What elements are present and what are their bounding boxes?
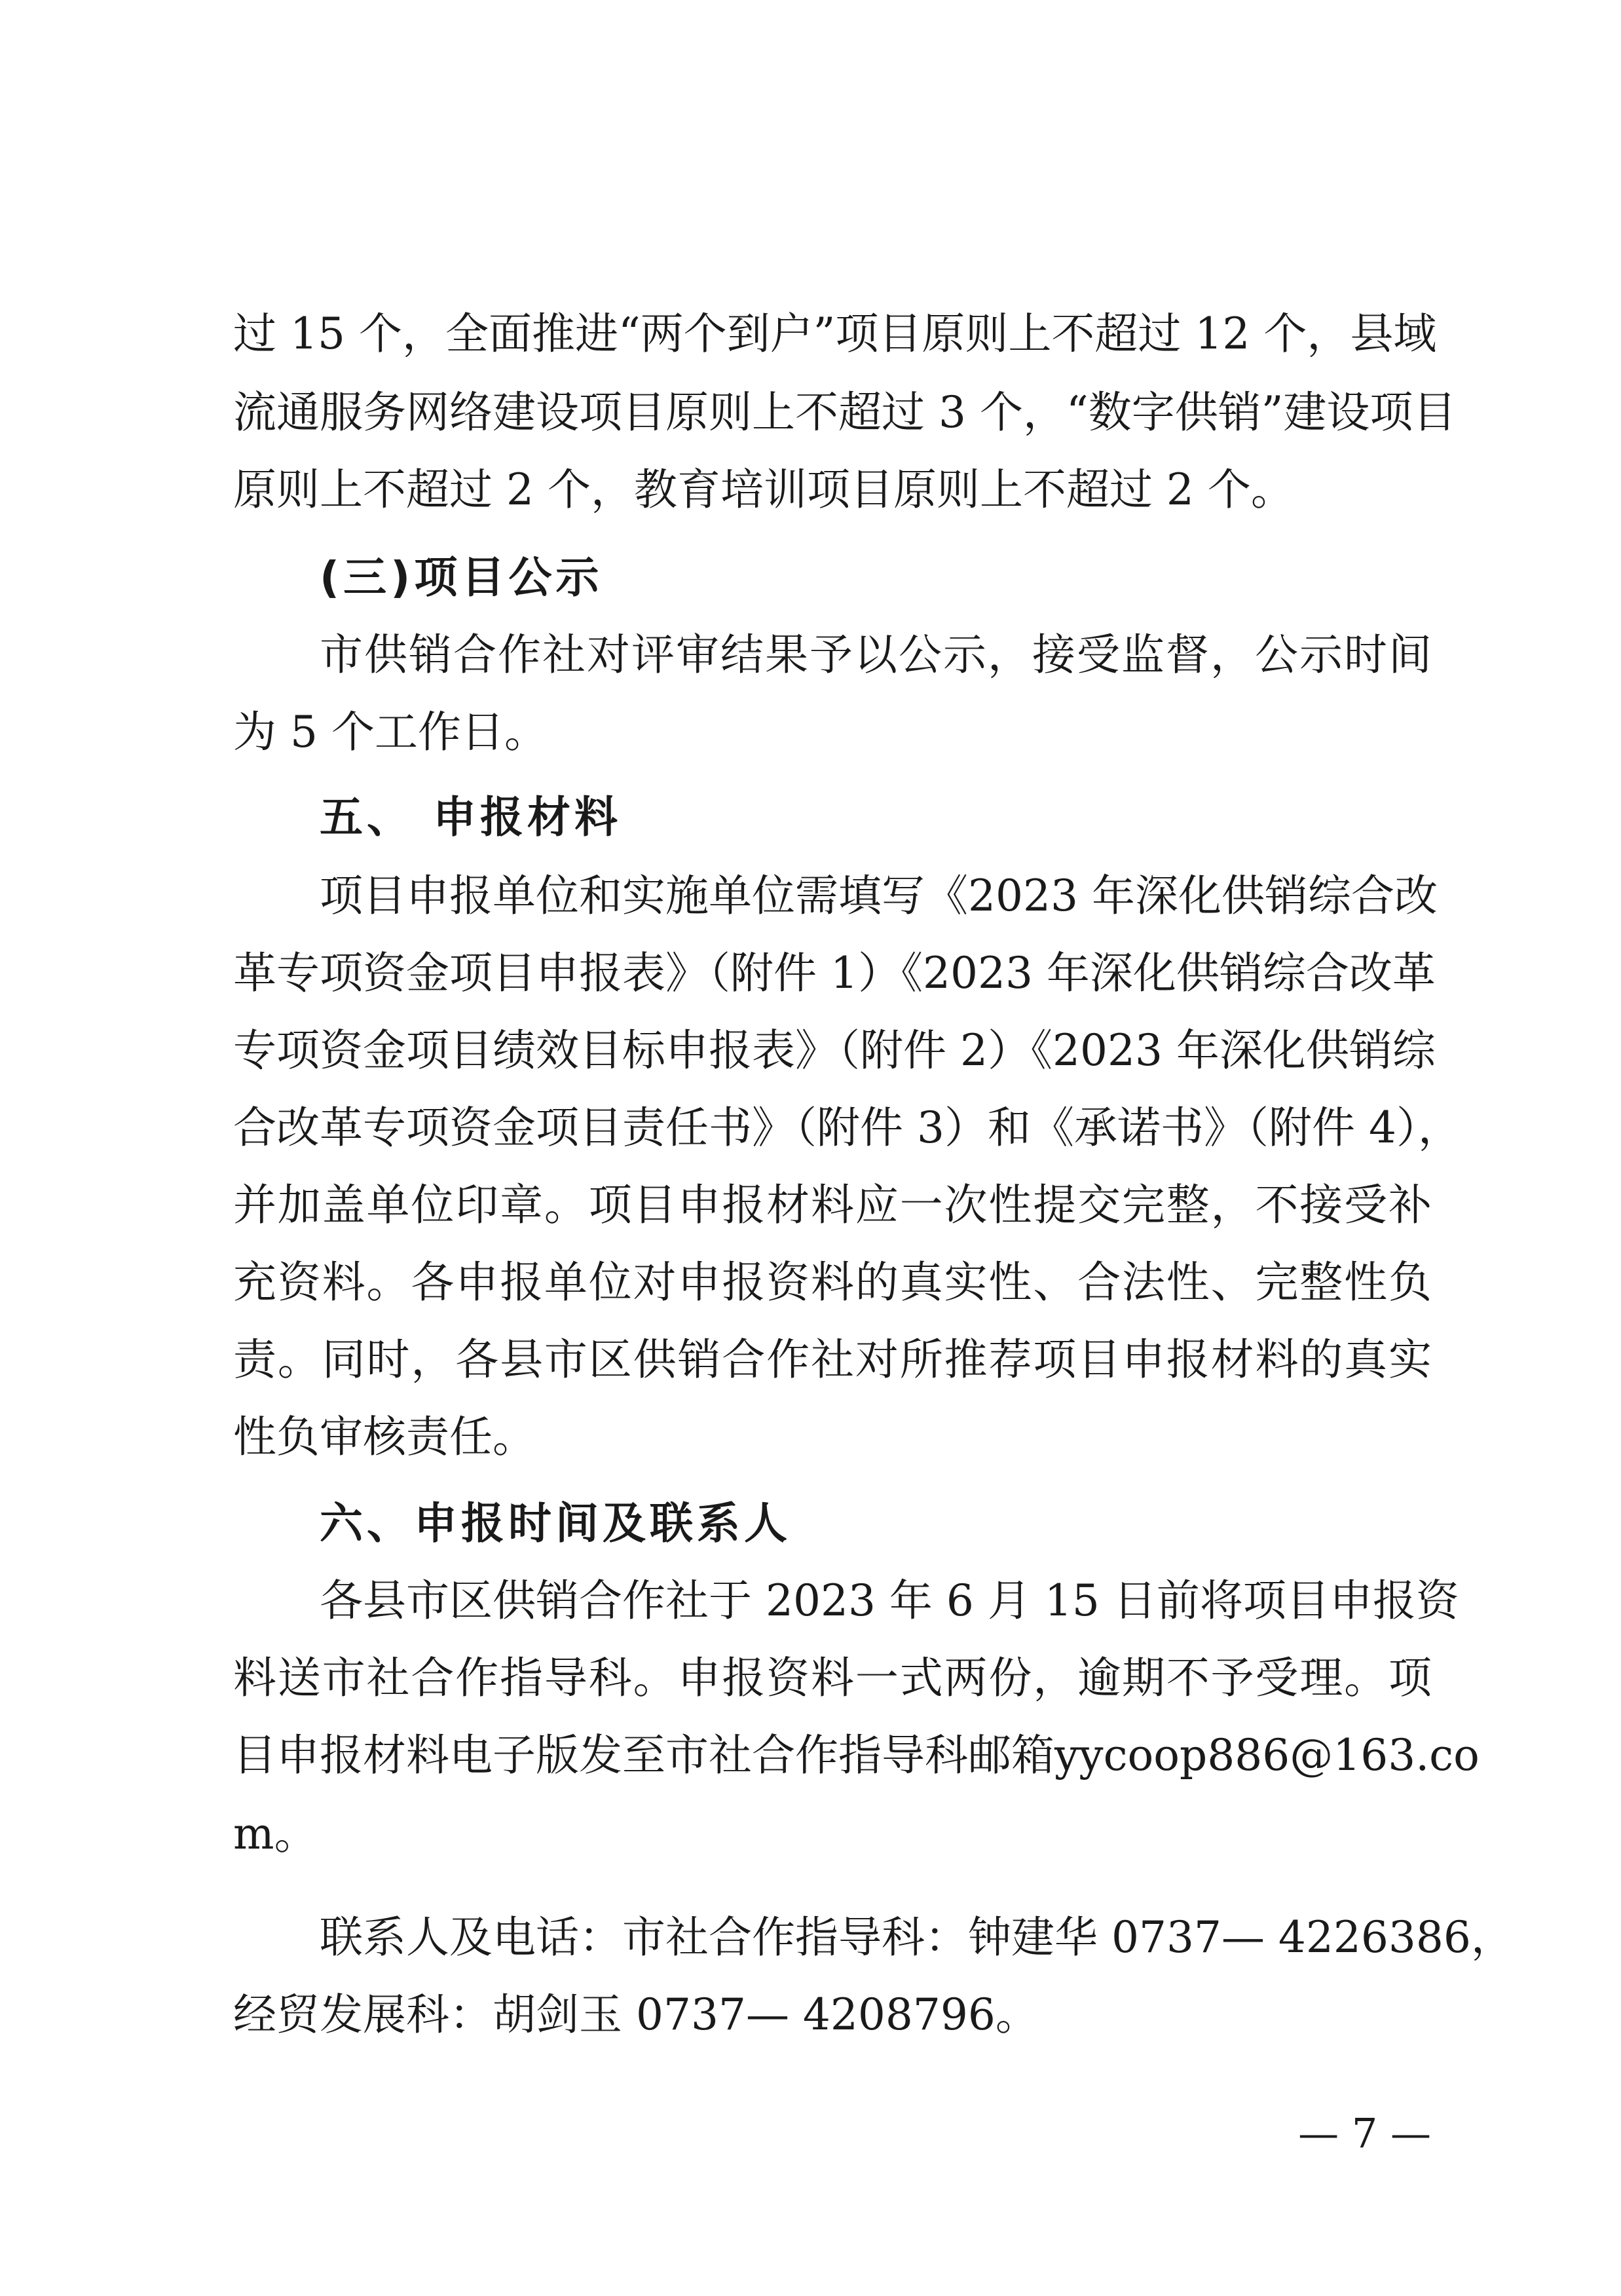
paragraph-line: 专项资金项目绩效目标申报表》（附件 2）《2023 年深化供销综 (233, 1025, 1436, 1076)
paragraph-line: 市供销合作社对评审结果予以公示，接受监督，公示时间 (320, 630, 1432, 680)
contact-line: 联系人及电话：市社合作指导科：钟建华 0737— 4226386， (320, 1912, 1514, 1963)
paragraph-line: 并加盖单位印章。项目申报材料应一次性提交完整，不接受补 (233, 1180, 1432, 1230)
section-heading-project-publicity: (三)项目公示 (320, 552, 603, 603)
paragraph-line: m。 (233, 1809, 318, 1859)
paragraph-line: 各县市区供销合作社于 2023 年 6 月 15 日前将项目申报资 (320, 1575, 1459, 1626)
paragraph-line: 合改革专项资金项目责任书》（附件 3）和《承诺书》（附件 4）， (233, 1102, 1461, 1153)
section-heading-application-materials: 五、 申报材料 (320, 792, 622, 842)
paragraph-line: 革专项资金项目申报表》（附件 1）《2023 年深化供销综合改革 (233, 948, 1436, 998)
paragraph-line: 性负审核责任。 (233, 1412, 536, 1462)
paragraph-line: 为 5 个工作日。 (233, 707, 548, 757)
paragraph-line: 料送市社合作指导科。申报资料一式两份，逾期不予受理。项 (233, 1653, 1432, 1703)
page-number: — 7 — (1298, 2109, 1431, 2157)
contact-line: 经贸发展科：胡剑玉 0737— 4208796。 (233, 1989, 1039, 2040)
paragraph-line: 原则上不超过 2 个，教育培训项目原则上不超过 2 个。 (233, 464, 1294, 515)
paragraph-line: 流通服务网络建设项目原则上不超过 3 个，“数字供销”建设项目 (233, 387, 1457, 438)
section-heading-deadline-contacts: 六、申报时间及联系人 (320, 1498, 791, 1549)
paragraph-line-email: 目申报材料电子版发至市社合作指导科邮箱yycoop886@163.co (233, 1730, 1480, 1780)
paragraph-line: 项目申报单位和实施单位需填写《2023 年深化供销综合改 (320, 871, 1438, 921)
paragraph-line: 过 15 个，全面推进“两个到户”项目原则上不超过 12 个，县域 (233, 309, 1437, 359)
paragraph-line: 责。同时，各县市区供销合作社对所推荐项目申报材料的真实 (233, 1334, 1432, 1385)
paragraph-line: 充资料。各申报单位对申报资料的真实性、合法性、完整性负 (233, 1257, 1432, 1308)
